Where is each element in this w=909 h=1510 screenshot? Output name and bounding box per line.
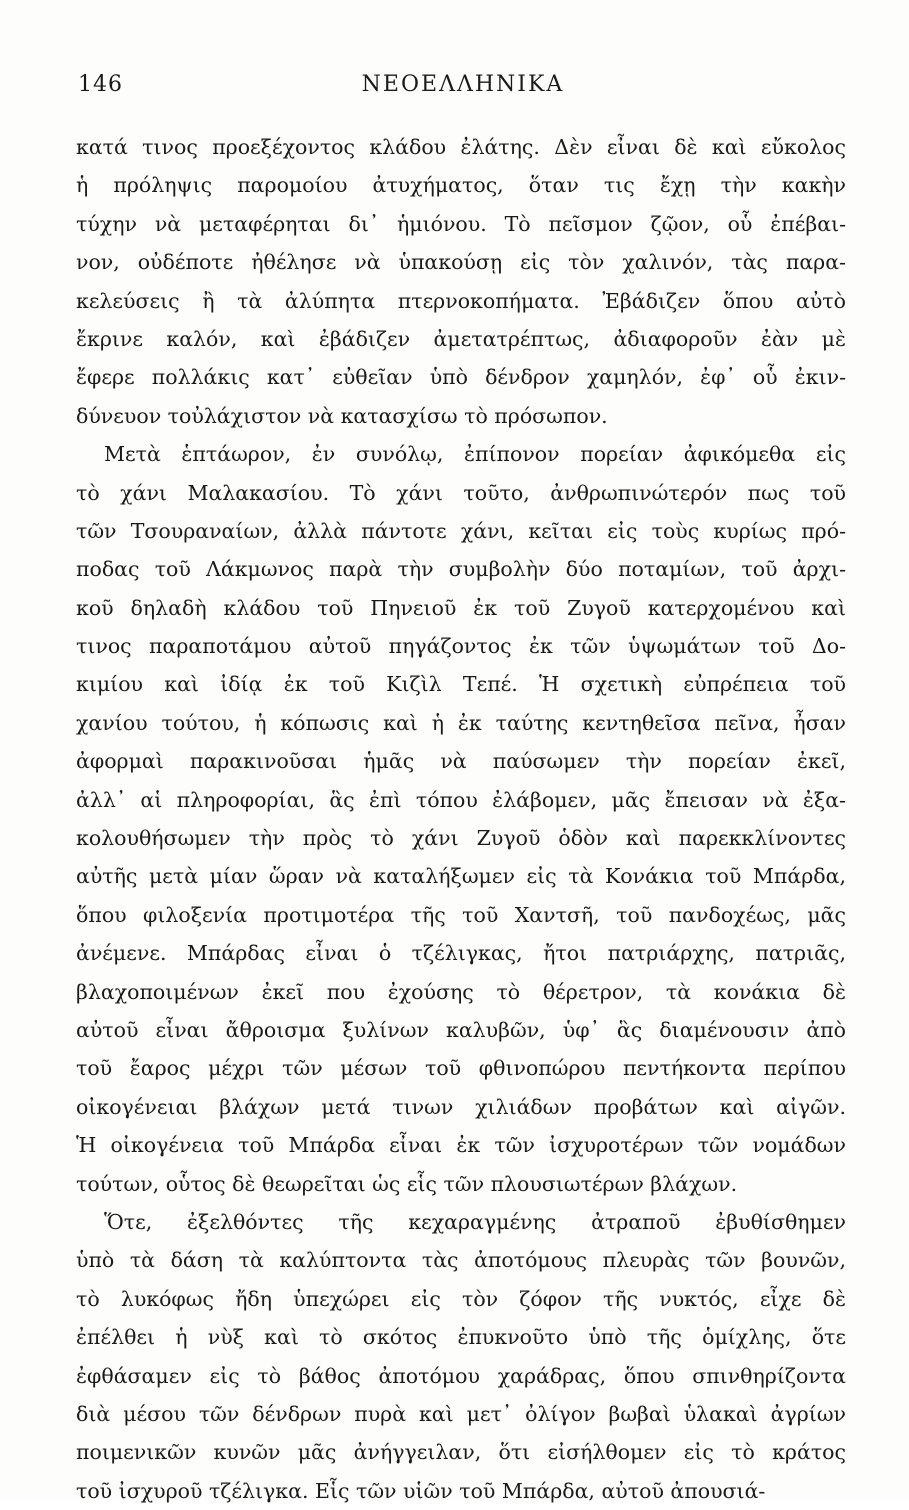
text-line: ἀνέμενε. Μπάρδας εἶναι ὁ τζέλιγκας, ἤτοι πατριάρχης, πατριᾶς, [76,941,846,966]
paragraph [76,435,846,1203]
text-line: οἰκογένειαι βλάχων μετά τινων χιλιάδων προβάτων καὶ αἰγῶν. [76,1094,846,1119]
text-line: διὰ μέσου τῶν δένδρων πυρὰ καὶ μετ᾽ ὀλίγον βωβαὶ ὑλακαὶ ἀγρίων [76,1401,846,1426]
text-line: ποιμενικῶν κυνῶν μᾶς ἀνήγγειλαν, ὅτι εἰσήλθομεν εἰς τὸ κράτος [76,1440,846,1465]
text-line: τοῦ ἰσχυροῦ τζέλιγκα. Εἷς τῶν υἱῶν τοῦ Μπάρδα, αὐτοῦ ἀπουσιά- [76,1478,766,1503]
text-line: αὐτοῦ εἶναι ἄθροισμα ξυλίνων καλυβῶν, ὑφ᾽ ἃς διαμένουσιν ἀπὸ [76,1017,846,1042]
text-line: ὑπὸ τὰ δάση τὰ καλύπτοντα τὰς ἀποτόμους πλευρὰς τῶν βουνῶν, [76,1248,846,1273]
text-line: ποδας τοῦ Λάκμωνος παρὰ τὴν συμβολὴν δύο ποταμίων, τοῦ ἀρχι- [76,557,846,582]
text-line: Μετὰ ἑπτάωρον, ἐν συνόλῳ, ἐπίπονον πορείαν ἀφικόμεθα εἰς [104,442,846,467]
text-line: τύχην νὰ μεταφέρηται δι᾽ ἡμιόνου. Τὸ πεῖσμον ζῷον, οὗ ἐπέβαι- [76,211,846,236]
text-line: κελεύσεις ἢ τὰ ἀλύπητα πτερνοκοπήματα. Ἐβάδιζεν ὅπου αὐτὸ [76,288,846,313]
page-header [78,72,848,112]
text-line: βλαχοποιμένων ἐκεῖ που ἐχούσης τὸ θέρετρον, τὰ κονάκια δὲ [76,979,846,1004]
text-line: ἐπέλθει ἡ νὺξ καὶ τὸ σκότος ἐπυκνοῦτο ὑπὸ τῆς ὁμίχλης, ὅτε [76,1325,846,1350]
running-title: ΝΕΟΕΛΛΗΝΙΚΑ [361,72,565,97]
body-text [76,128,846,1510]
text-line: τὸ λυκόφως ἤδη ὑπεχώρει εἰς τὸν ζόφον τῆς νυκτός, εἶχε δὲ [76,1286,846,1311]
text-line: ἀφορμαὶ παρακινοῦσαι ἡμᾶς νὰ παύσωμεν τὴν πορείαν ἐκεῖ, [76,749,846,774]
text-line: κιμίου καὶ ἰδίᾳ ἐκ τοῦ Κιζὶλ Τεπέ. Ἡ σχετικὴ εὐπρέπεια τοῦ [76,672,846,697]
text-line: κατά τινος προεξέχοντος κλάδου ἐλάτης. Δὲν εἶναι δὲ καὶ εὔκολος [76,135,846,159]
text-line: δύνευον τοὐλάχιστον νὰ κατασχίσω τὸ πρόσωπον. [76,403,608,428]
text-line: ὅπου φιλοξενία προτιμοτέρα τῆς τοῦ Χαντσῆ, τοῦ πανδοχέως, μᾶς [76,902,846,927]
text-line: χανίου τούτου, ἡ κόπωσις καὶ ἡ ἐκ ταύτης κεντηθεῖσα πεῖνα, ἦσαν [76,710,846,735]
text-line: τούτων, οὗτος δὲ θεωρεῖται ὡς εἷς τῶν πλουσιωτέρων βλάχων. [76,1171,738,1196]
text-line: τοῦ ἔαρος μέχρι τῶν μέσων τοῦ φθινοπώρου πεντήκοντα περίπου [76,1056,846,1081]
text-line: κοῦ δηλαδὴ κλάδου τοῦ Πηνειοῦ ἐκ τοῦ Ζυγοῦ κατερχομένου καὶ [76,595,846,620]
text-line: τῶν Τσουραναίων, ἀλλὰ πάντοτε χάνι, κεῖται εἰς τοὺς κυρίως πρό- [76,518,846,543]
text-line: τὸ χάνι Μαλακασίου. Τὸ χάνι τοῦτο, ἀνθρωπινώτερόν πως τοῦ [76,480,846,505]
text-line: ἐφθάσαμεν εἰς τὸ βάθος ἀποτόμου χαράδρας, ὅπου σπινθηρίζοντα [76,1363,846,1388]
paragraph [76,128,846,435]
text-line: Ἡ οἰκογένεια τοῦ Μπάρδα εἶναι ἐκ τῶν ἰσχυροτέρων τῶν νομάδων [76,1133,846,1158]
text-line: ἔφερε πολλάκις κατ᾽ εὐθεῖαν ὑπὸ δένδρον χαμηλόν, ἐφ᾽ οὗ ἐκιν- [76,365,846,390]
text-line: ἡ πρόληψις παρομοίου ἀτυχήματος, ὅταν τις ἔχῃ τὴν κακὴν [76,173,846,198]
text-line: ἔκρινε καλόν, καὶ ἐβάδιζεν ἀμετατρέπτως, ἀδιαφοροῦν ἐὰν μὲ [76,326,846,351]
text-line: νον, οὐδέποτε ἠθέλησε νὰ ὑπακούσῃ εἰς τὸν χαλινόν, τὰς παρα- [76,250,846,275]
text-line: αὐτῆς μετὰ μίαν ὥραν νὰ καταλήξωμεν εἰς τὰ Κονάκια τοῦ Μπάρδα, [76,864,846,889]
text-line: ἀλλ᾽ αἱ πληροφορίαι, ἃς ἐπὶ τόπου ἐλάβομεν, μᾶς ἔπεισαν νὰ ἐξα- [76,787,846,812]
text-line: τινος παραποτάμου αὐτοῦ πηγάζοντος ἐκ τῶν ὑψωμάτων τοῦ Δο- [76,634,846,659]
page-number: 146 [78,72,123,97]
text-line: κολουθήσωμεν τὴν πρὸς τὸ χάνι Ζυγοῦ ὁδὸν καὶ παρεκκλίνοντες [76,826,846,851]
paragraph [76,1203,846,1510]
text-line: Ὅτε, ἐξελθόντες τῆς κεχαραγμένης ἀτραποῦ ἐβυθίσθημεν [104,1209,846,1234]
